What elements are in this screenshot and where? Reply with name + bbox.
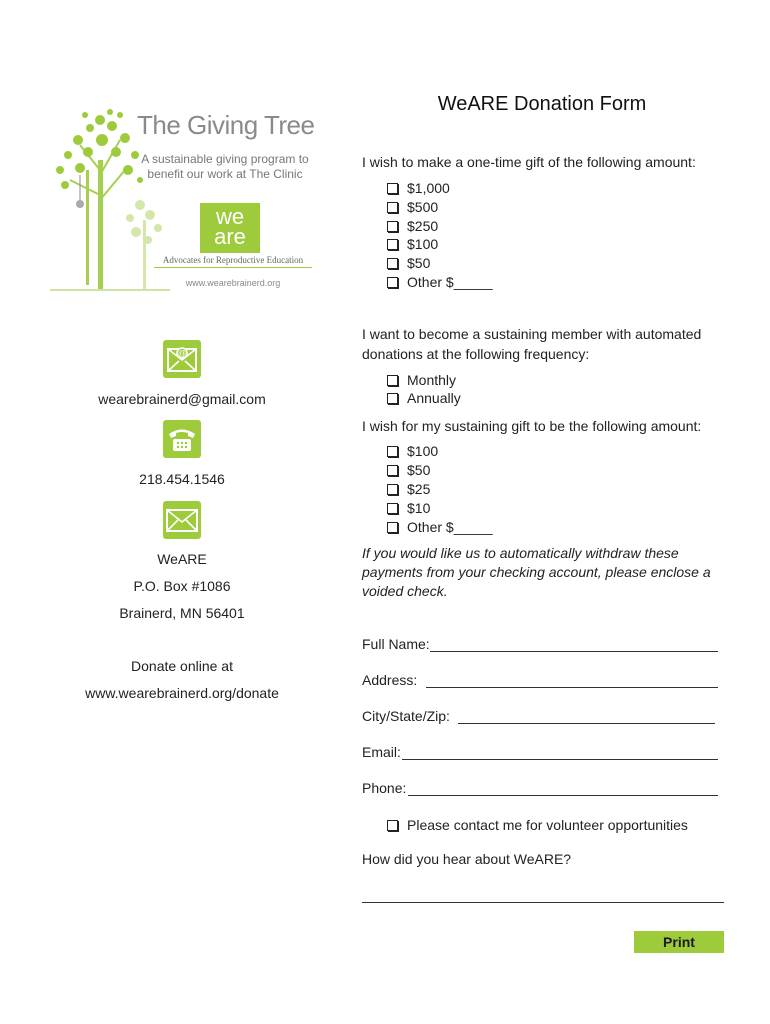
telephone-icon bbox=[163, 420, 201, 458]
checkbox[interactable] bbox=[387, 820, 398, 831]
checkbox[interactable] bbox=[387, 393, 398, 404]
logo-tagline: A sustainable giving program to benefit our work at The Clinic bbox=[141, 152, 309, 181]
onetime-option[interactable]: $100 bbox=[387, 235, 438, 253]
contact-phone: 218.454.1546 bbox=[139, 471, 225, 487]
address-field[interactable] bbox=[426, 687, 718, 688]
full-name-label: Full Name: bbox=[362, 636, 430, 652]
print-button[interactable]: Print bbox=[634, 931, 724, 953]
address-city: Brainerd, MN 56401 bbox=[119, 605, 245, 621]
sustaining-option[interactable]: $10 bbox=[387, 499, 430, 517]
checkbox[interactable] bbox=[387, 446, 398, 457]
address-label: Address: bbox=[362, 672, 418, 688]
checkbox[interactable] bbox=[387, 503, 398, 514]
email-field[interactable] bbox=[402, 759, 718, 760]
full-name-field[interactable] bbox=[430, 651, 718, 652]
envelope-at-icon bbox=[163, 340, 201, 378]
sustaining-option[interactable]: $100 bbox=[387, 442, 438, 460]
donate-url-link[interactable]: www.wearebrainerd.org/donate bbox=[85, 685, 279, 701]
checkbox[interactable] bbox=[387, 375, 398, 386]
logo-url: www.wearebrainerd.org bbox=[185, 278, 281, 288]
checkbox[interactable] bbox=[387, 465, 398, 476]
withdraw-note: If you would like us to automatically withdraw these payments from your checking account, please enclose a voided check. bbox=[362, 545, 711, 599]
donate-online-label: Donate online at bbox=[131, 658, 233, 674]
weare-logo-we: we bbox=[215, 204, 245, 229]
phone-label: Phone: bbox=[362, 780, 407, 796]
city-state-zip-label: City/State/Zip: bbox=[362, 708, 450, 724]
address-box: P.O. Box #1086 bbox=[133, 578, 231, 594]
hear-about-label: How did you hear about WeARE? bbox=[362, 851, 572, 867]
phone-field[interactable] bbox=[408, 795, 718, 796]
weare-logo-are: are bbox=[214, 224, 246, 249]
sustaining-option[interactable]: $50 bbox=[387, 461, 430, 479]
frequency-option-annually[interactable]: Annually bbox=[387, 389, 461, 407]
logo-advocates: Advocates for Reproductive Education bbox=[154, 255, 312, 268]
logo-title: The Giving Tree bbox=[137, 110, 315, 140]
sustaining-option[interactable]: $25 bbox=[387, 480, 430, 498]
hear-about-field[interactable] bbox=[362, 902, 724, 903]
onetime-option[interactable]: $250 bbox=[387, 217, 438, 235]
envelope-icon bbox=[163, 501, 201, 539]
address-name: WeARE bbox=[157, 551, 207, 567]
checkbox[interactable] bbox=[387, 221, 398, 232]
svg-text:@: @ bbox=[177, 349, 187, 358]
weare-logo-block bbox=[200, 203, 260, 253]
checkbox[interactable] bbox=[387, 183, 398, 194]
onetime-option[interactable]: $500 bbox=[387, 198, 438, 216]
checkbox[interactable] bbox=[387, 239, 398, 250]
onetime-option[interactable]: $1,000 bbox=[387, 179, 450, 197]
checkbox[interactable] bbox=[387, 202, 398, 213]
onetime-option[interactable]: $50 bbox=[387, 254, 430, 272]
onetime-intro: I wish to make a one-time gift of the following amount: bbox=[362, 154, 696, 170]
onetime-option[interactable]: Other $_____ bbox=[387, 273, 493, 291]
form-title: WeARE Donation Form bbox=[437, 93, 647, 115]
frequency-option-monthly[interactable]: Monthly bbox=[387, 371, 456, 389]
checkbox[interactable] bbox=[387, 484, 398, 495]
contact-email: wearebrainerd@gmail.com bbox=[98, 391, 266, 407]
email-label: Email: bbox=[362, 744, 401, 760]
giving-tree-logo bbox=[40, 100, 320, 300]
checkbox[interactable] bbox=[387, 258, 398, 269]
volunteer-option[interactable]: Please contact me for volunteer opportunities bbox=[387, 816, 688, 834]
sustaining-option[interactable]: Other $_____ bbox=[387, 518, 493, 536]
checkbox[interactable] bbox=[387, 277, 398, 288]
checkbox[interactable] bbox=[387, 522, 398, 533]
sustaining-intro: I want to become a sustaining member with automated donations at the following frequency: bbox=[362, 326, 702, 362]
sustaining-amount-intro: I wish for my sustaining gift to be the following amount: bbox=[362, 418, 702, 434]
city-state-zip-field[interactable] bbox=[458, 723, 715, 724]
